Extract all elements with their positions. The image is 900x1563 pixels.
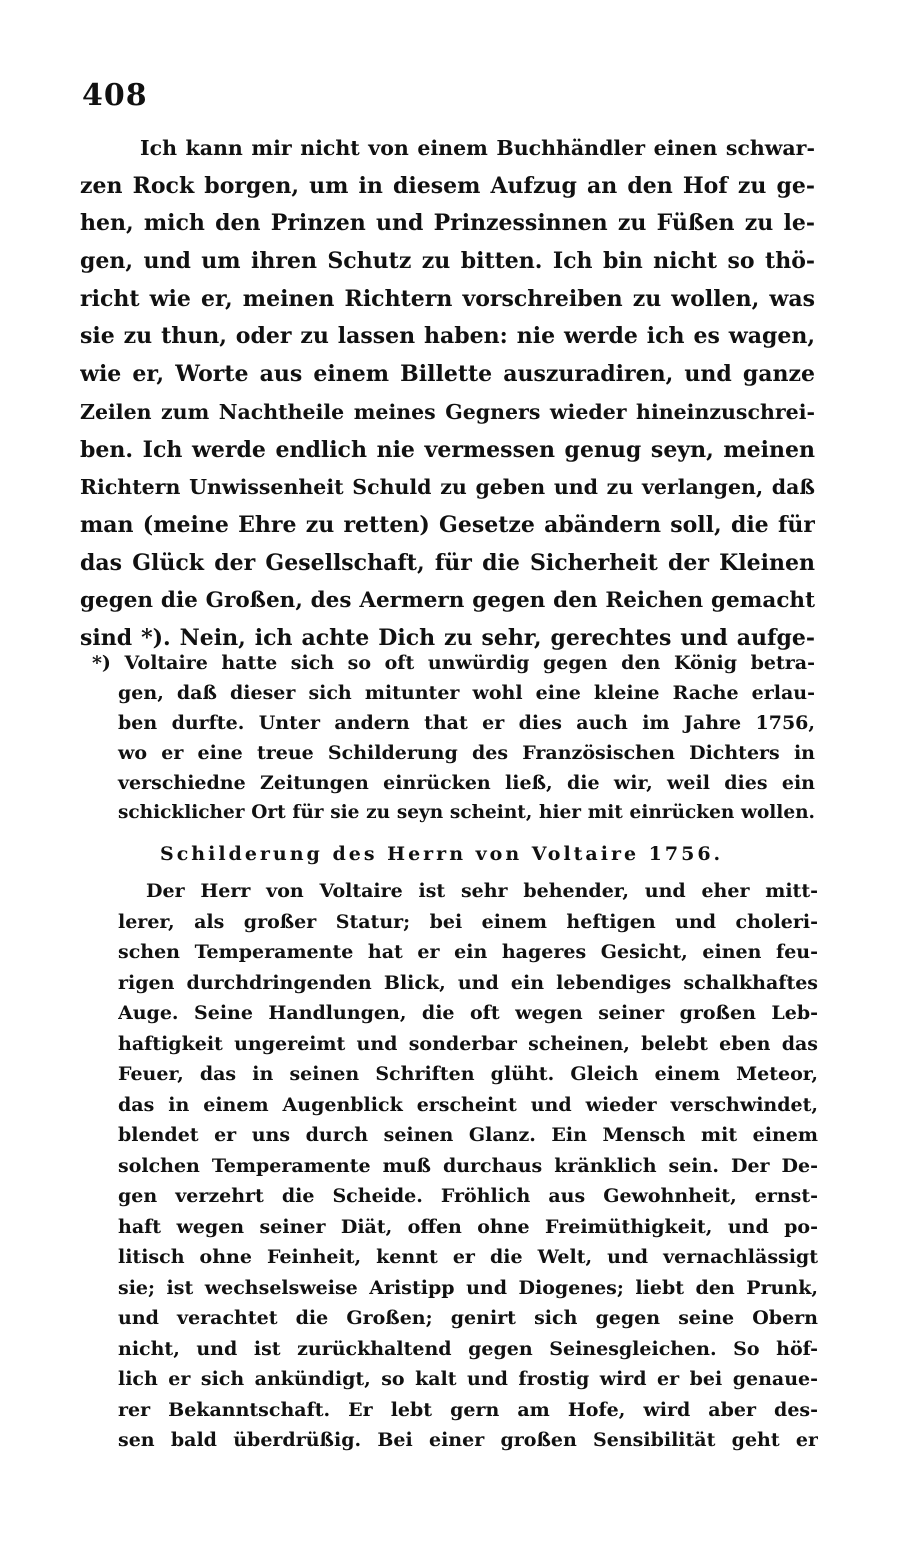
section-text-block (118, 876, 818, 1456)
section-line: solchen Temperamente muß durchaus kränklich sein. Der De- (118, 1154, 818, 1177)
text-line: das Glück der Gesellschaft, für die Sicherheit der Kleinen (80, 549, 815, 576)
text-line: ben. Ich werde endlich nie vermessen genug seyn, meinen (80, 436, 815, 463)
text-line: sie zu thun, oder zu lassen haben: nie werde ich es wagen, (80, 323, 815, 350)
section-line: Auge. Seine Handlungen, die oft wegen seiner großen Leb- (118, 1002, 818, 1024)
footnote-line: wo er eine treue Schilderung des Französischen Dichters in (118, 742, 815, 764)
footnote-line: *) Voltaire hatte sich so oft unwürdig gegen den König betra- (92, 652, 815, 674)
section-line: lich er sich ankündigt, so kalt und frostig wird er bei genaue- (118, 1368, 818, 1390)
section-line: haftigkeit ungereimt und sonderbar scheinen, belebt eben das (118, 1032, 818, 1055)
section-line: rigen durchdringenden Blick, und ein lebendiges schalkhaftes (118, 971, 818, 994)
text-line: richt wie er, meinen Richtern vorschreiben zu wollen, was (80, 285, 815, 312)
section-heading: Schilderung des Herrn von Voltaire 1756. (160, 843, 724, 865)
footnote-line: ben durfte. Unter andern that er dies auch im Jahre 1756, (118, 712, 815, 734)
section-line: rer Bekanntschaft. Er lebt gern am Hofe, wird aber des- (118, 1398, 818, 1421)
text-line: wie er, Worte aus einem Billette auszuradiren, und ganze (80, 361, 815, 388)
main-text-block (80, 130, 815, 658)
section-line: litisch ohne Feinheit, kennt er die Welt, und vernachlässigt (118, 1246, 818, 1268)
section-line: gen verzehrt die Scheide. Fröhlich aus Gewohnheit, ernst- (118, 1185, 818, 1207)
section-line: blendet er uns durch seinen Glanz. Ein Mensch mit einem (118, 1124, 818, 1146)
text-line: gen, und um ihren Schutz zu bitten. Ich bin nicht so thö- (80, 248, 815, 275)
footnote-line: schicklicher Ort für sie zu seyn scheint, hier mit einrücken wollen. (118, 802, 815, 823)
section-line: haft wegen seiner Diät, offen ohne Freimüthigkeit, und po- (118, 1215, 818, 1238)
text-line: Richtern Unwissenheit Schuld zu geben und zu verlangen, daß (80, 475, 815, 500)
footnote-line: gen, daß dieser sich mitunter wohl eine kleine Rache erlau- (118, 682, 815, 704)
text-line: Zeilen zum Nachtheile meines Gegners wieder hineinzuschrei- (80, 399, 815, 424)
section-line: schen Temperamente hat er ein hageres Gesicht, einen feu- (118, 941, 818, 963)
text-line: gegen die Großen, des Aermern gegen den Reichen gemacht (80, 588, 815, 614)
text-line: man (meine Ehre zu retten) Gesetze abändern soll, die für (80, 511, 815, 538)
footnote-line: verschiedne Zeitungen einrücken ließ, die wir, weil dies ein (118, 772, 815, 794)
section-line: sen bald überdrüßig. Bei einer großen Sensibilität geht er (118, 1429, 818, 1451)
section-line: lerer, als großer Statur; bei einem heftigen und choleri- (118, 910, 818, 933)
section-line: und verachtet die Großen; genirt sich gegen seine Obern (118, 1307, 818, 1329)
text-line: hen, mich den Prinzen und Prinzessinnen zu Füßen zu le- (80, 210, 815, 237)
text-line: Ich kann mir nicht von einem Buchhändler einen schwar- (140, 136, 815, 160)
section-line: sie; ist wechselsweise Aristipp und Diogenes; liebt den Prunk, (118, 1276, 818, 1299)
section-line: Der Herr von Voltaire ist sehr behender, und eher mitt- (146, 880, 818, 902)
footnote-block (92, 648, 815, 828)
section-line: nicht, und ist zurückhaltend gegen Seinesgleichen. So höf- (118, 1337, 818, 1360)
section-line: Feuer, das in seinen Schriften glüht. Gleich einem Meteor, (118, 1063, 818, 1085)
text-line: zen Rock borgen, um in diesem Aufzug an den Hof zu ge- (80, 172, 815, 199)
page-number: 408 (82, 78, 148, 113)
section-line: das in einem Augenblick erscheint und wieder verschwindet, (118, 1093, 818, 1116)
text-line: sind *). Nein, ich achte Dich zu sehr, gerechtes und aufge- (80, 624, 815, 651)
